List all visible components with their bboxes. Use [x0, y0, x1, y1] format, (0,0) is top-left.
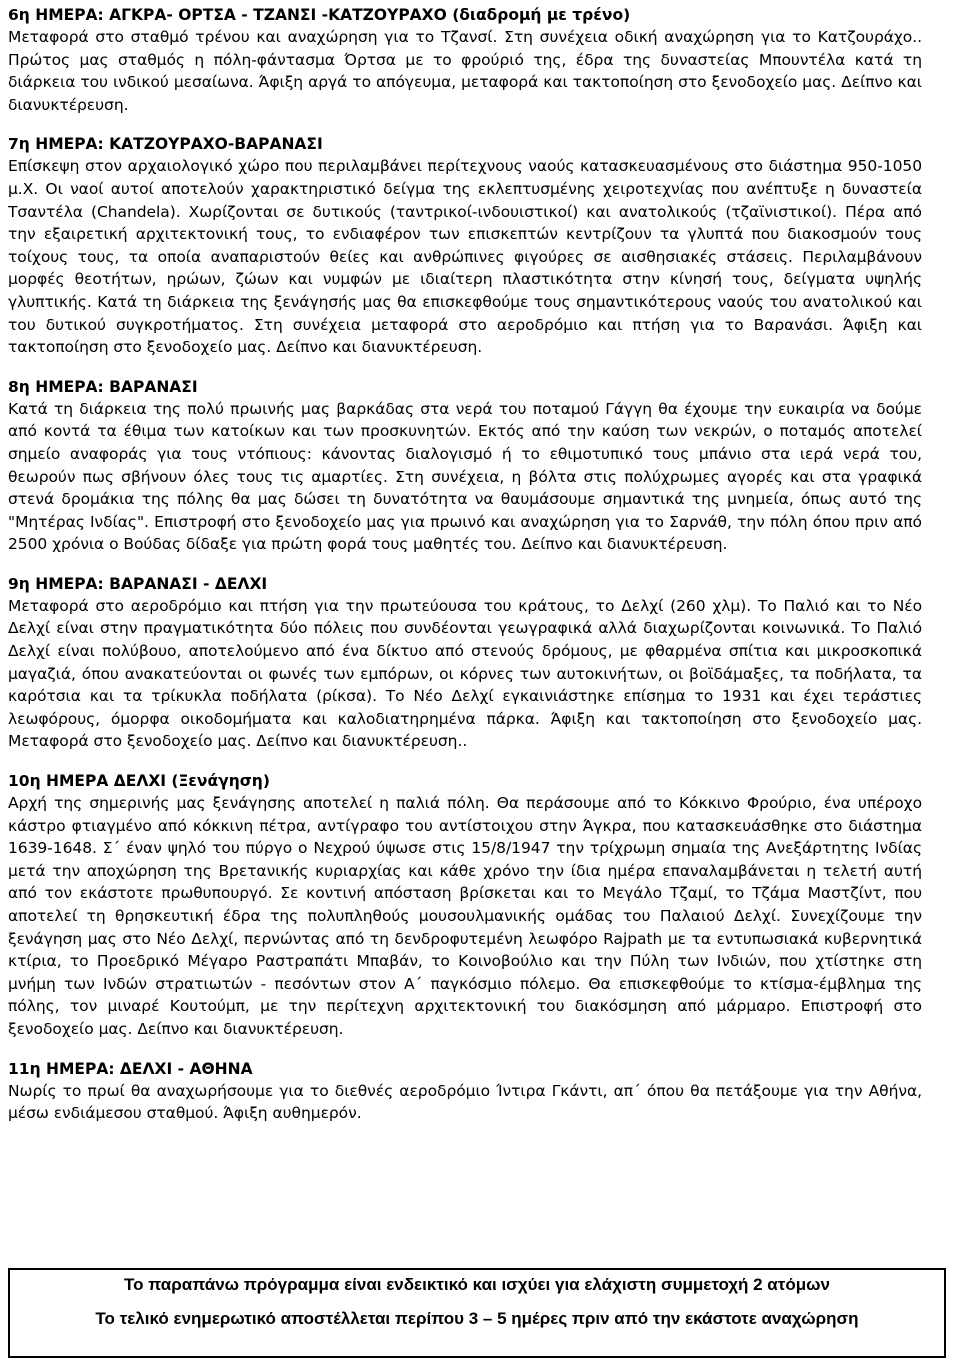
- day-9-section: [8, 573, 922, 753]
- notice-final-info: Το τελικό ενημερωτικό αποστέλλεται περίπου 3 – 5 ημέρες πριν από την εκάστοτε αναχώρηση: [95, 1309, 859, 1328]
- day-7-text: Επίσκεψη στον αρχαιολογικό χώρο που περιλαμβάνει περίτεχνους ναούς κατασκευασμένους στο διάστημα 950-1050 μ.Χ. Οι ναοί αυτοί αποτελούν χαρακτηριστικό δείγμα της εκλεπτυσμένης χειροτεχνίας που ανέπτυξε η δυναστεία Τσαντέλα (Chandela). Χωρίζονται σε δυτικούς (ταντρικοί-ινδουιστικοί) και ανατολικούς (τζαϊνιστικοί). Πέρα από την εξαιρετική αρχιτεκτονική τους, το ενδιαφέρον των επισκεπτών κεντρίζουν τα γλυπτά που διακοσμούν τους τοίχους τους, τα οποία αναπαριστούν θείες και ανθρώπινες φιγούρες σε αισθησιακές στάσεις. Περιλαμβάνουν μορφές θεοτήτων, ηρώων, ζώων και νυμφών με ιδιαίτερη πλαστικότητα στην κίνησή τους, δείγματα υψηλής γλυπτικής. Κατά τη διάρκεια της ξενάγησής μας θα επισκεφθούμε τους σημαντικότερους ναούς του ανατολικού και του δυτικού συγκροτήματος. Στη συνέχεια μεταφορά στο αεροδρόμιο και πτήση για το Βαρανάσι. Άφιξη και τακτοποίηση στο ξενοδοχείο μας. Δείπνο και διανυκτέρευση.: [8, 157, 922, 357]
- day-9-title: 9η ΗΜΕΡΑ: ΒΑΡΑΝΑΣΙ - ΔΕΛΧΙ: [8, 574, 268, 593]
- day-11-text: Νωρίς το πρωί θα αναχωρήσουμε για το διεθνές αεροδρόμιο Ίντιρα Γκάντι, απ΄ όπου θα πετάξουμε για την Αθήνα, μέσω ενδιάμεσου σταθμού. Άφιξη αυθημερόν.: [8, 1081, 922, 1123]
- notice-minimum-participants: Το παραπάνω πρόγραμμα είναι ενδεικτικό και ισχύει για ελάχιστη συμμετοχή 2 ατόμων: [124, 1275, 830, 1294]
- notice-box: [8, 1268, 946, 1358]
- day-6-title: 6η ΗΜΕΡΑ: ΑΓΚΡΑ- ΟΡΤΣΑ - ΤΖΑΝΣΙ -ΚΑΤΖΟΥΡΑΧΟ (διαδρομή με τρένο): [8, 6, 631, 24]
- day-8-title: 8η ΗΜΕΡΑ: ΒΑΡΑΝΑΣΙ: [8, 377, 198, 396]
- day-10-title: 10η ΗΜΕΡΑ ΔΕΛΧΙ (Ξενάγηση): [8, 772, 270, 791]
- day-10-text: Αρχή της σημερινής μας ξενάγησης αποτελεί η παλιά πόλη. Θα περάσουμε από το Κόκκινο Φρούριο, ένα υπέροχο κάστρο φτιαγμένο από κόκκινη πέτρα, αντίγραφο του αντίστοιχου στην Άγκρα, που κατασκευάσθηκε στο διάστημα 1639-1648. Σ΄ έναν ψηλό του πύργο ο Νεχρού ύψωσε στις 15/8/1947 την τρίχρωμη σημαία της Ανεξάρτητης Ινδίας μετά την αποχώρηση της Βρετανικής κυριαρχίας και κάθε χρόνο την ίδια ημέρα επαναλαμβάνεται η τελετή αυτή από τον εκάστοτε πρωθυπουργό. Σε κοντινή απόσταση βρίσκεται και το Μεγάλο Τζαμί, το Τζάμα Μαστζίντ, που αποτελεί τη θρησκευτική έδρα της πολυπληθούς μουσουλμανικής ομάδας του Παλαιού Δελχί. Συνεχίζουμε την ξενάγηση μας στο Νέο Δελχί, περνώντας από τη δενδροφυτεμένη λεωφόρο Rajpath με τα εντυπωσιακά κυβερνητικά κτίρια, το Προεδρικό Μέγαρο Ραστραπάτι Μπαβάν, το Κοινοβούλιο και την Πύλη των Ινδιών, που χτίστηκε στη μνήμη των Ινδών στρατιωτών - πεσόντων στον Α΄ παγκόσμιο πόλεμο. Θα επισκεφθούμε το κτίσμα-έμβλημα της πόλης, τον μιναρέ Κουτούμπ, με την περίτεχνη αρχιτεκτονική του διακόσμηση από μάρμαρο. Επιστροφή στο ξενοδοχείο μας. Δείπνο και διανυκτέρευση.: [8, 794, 922, 1038]
- day-10-section: [8, 770, 922, 1041]
- day-11-section: [8, 1058, 922, 1125]
- day-7-section: [8, 133, 922, 358]
- itinerary-document: [8, 4, 922, 1142]
- day-6-text: Μεταφορά στο σταθμό τρένου και αναχώρηση για το Τζανσί. Στη συνέχεια οδική αναχώρηση για το Κατζουράχο.. Πρώτος μας σταθμός η πόλη-φάντασμα Όρτσα με το φρούριό της, έδρα της δυναστείας Μπουντέλα κατά τη διάρκεια του ινδικού μεσαίωνα. Άφιξη αργά το απόγευμα, μεταφορά και τακτοποίηση στο ξενοδοχείο μας. Δείπνο και διανυκτέρευση.: [8, 28, 922, 114]
- day-7-title: 7η ΗΜΕΡΑ: ΚΑΤΖΟΥΡΑΧΟ-ΒΑΡΑΝΑΣΙ: [8, 135, 323, 154]
- day-8-text: Κατά τη διάρκεια της πολύ πρωινής μας βαρκάδας στα νερά του ποταμού Γάγγη θα έχουμε την ευκαιρία να δούμε από κοντά τα έθιμα των κατοίκων και των προσκυνητών. Εκτός από την καύση των νεκρών, ο ποταμός αποτελεί σημείο αναφοράς για τους ντόπιους: κάνοντας διαλογισμό ή το εθιμοτυπικό τους μπάνιο στα ιερά νερά του, θεωρούν πως σβήνουν όλες τους τις αμαρτίες. Στη συνέχεια, η βόλτα στις πολύχρωμες αγορές και στα γραφικά στενά δρομάκια της πόλης θα μας δώσει τη δυνατότητα να θαυμάσουμε σημαντικά της μνημεία, όπως αυτό της "Μητέρας Ινδίας". Επιστροφή στο ξενοδοχείο μας για πρωινό και αναχώρηση για το Σαρνάθ, την πόλη όπου πριν από 2500 χρόνια ο Βούδας δίδαξε για πρώτη φορά τους μαθητές του. Δείπνο και διανυκτέρευση.: [8, 399, 922, 554]
- day-8-section: [8, 376, 922, 556]
- day-6-section: [8, 4, 922, 116]
- day-11-title: 11η ΗΜΕΡΑ: ΔΕΛΧΙ - ΑΘΗΝΑ: [8, 1059, 253, 1078]
- day-9-text: Μεταφορά στο αεροδρόμιο και πτήση για την πρωτεύουσα του κράτους, το Δελχί (260 χλμ). Το Παλιό και το Νέο Δελχί είναι στην πραγματικότητα δύο πόλεις που συνδέονται γεωγραφικά αλλά διαχωρίζονται κοινωνικά. Το Παλιό Δελχί είναι πολύβουο, αποτελούμενο από ένα δίκτυο από στενούς δρόμους, με φθαρμένα σπίτια και μικροσκοπικά μαγαζιά, όπου ανακατεύονται οι φωνές των εμπόρων, οι κόρνες των αυτοκινήτων, οι βοϊδάμαξες, τα ποδήλατα, τα καρότσια και τα τρίκυκλα ποδήλατα (ρίκσα). Το Νέο Δελχί εγκαινιάστηκε επίσημα το 1931 και έχει τεράστιες λεωφόρους, όμορφα οικοδομήματα και καλοδιατηρημένα πάρκα. Άφιξη και τακτοποίηση στο ξενοδοχείο μας. Μεταφορά στο ξενοδοχείο μας. Δείπνο και διανυκτέρευση..: [8, 596, 922, 751]
